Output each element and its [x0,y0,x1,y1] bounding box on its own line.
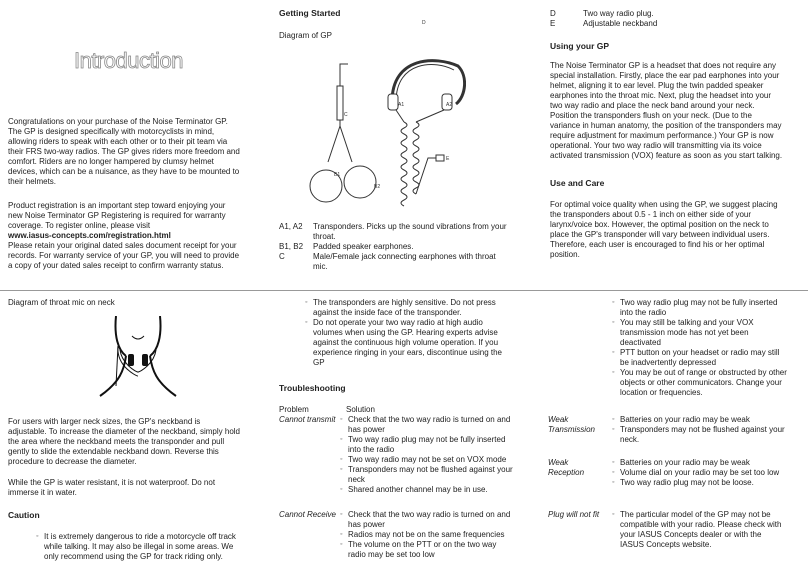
diagram-label-a2: A2 [446,102,453,108]
text-line: earphones into the throat mic. Next, plug the headset into your [550,91,772,100]
neck-diagram [96,316,180,404]
right-top-bullets [612,298,807,398]
caution-title: Caution [8,510,40,520]
text-line: Weak [548,458,569,467]
text-line: Male/Female jack connecting earphones with throat [313,252,496,261]
diagram-label-b1: B1 [334,172,341,178]
text-line: ◦ The volume on the PTT or on the two way [348,540,497,549]
text-line: ◦ Radios may not be on the same frequencies [348,530,505,539]
legend-text-c [313,252,543,272]
text-line: ◦ Check that the two way radio is turned on and [348,415,511,424]
text-line: new Noise Terminator GP Registering is required for warranty [8,211,226,220]
text-line: compatible with your radio. Please check with [620,520,782,529]
caution-bullet [36,532,276,562]
legend-key-d: D [550,9,556,18]
text-line: ◦ Check that the two way radio is turned on and [348,510,511,519]
gp-diagram [296,16,466,216]
sensitivity-bullet [305,298,545,318]
text-line: objects or other communicators. Change your [620,378,782,387]
text-line: location or frequencies. [620,388,703,397]
text-line: the area where the neckband meets the transponder and pull [8,437,225,446]
solution-item [612,368,807,398]
getting-started-title: Getting Started [279,8,341,18]
solution-item [340,485,550,495]
text-line: deactivated [620,338,661,347]
text-line: into the radio [620,308,667,317]
text-line: records. For warranty service of your GP, you will need to provide [8,251,240,260]
problem-cannot-receive: Cannot Receive [279,510,336,519]
text-line: helmet, aligning it to ear level. Plug the twin padded speaker [550,81,764,90]
text-line: adjustable. To increase the diameter of the neckband, simply hold [8,427,240,436]
text-line: activated transmission (VOX) feature as soon as you start talking. [550,151,783,160]
text-line: into the radio [348,445,395,454]
text-line: against the continuous high volume operation. If you [313,338,499,347]
volume-bullet [305,318,545,368]
text-line: your IASUS Concepts dealer or with the [620,530,762,539]
text-line: ◦ Transponders may not be flushed against your [348,465,513,474]
text-line: Reception [548,468,585,477]
text-line: volumes when using the GP. Hearing experts advise [313,328,498,337]
text-line: special installation. Firstly, place the ear pad earphones into your [550,71,780,80]
legend-text-a [313,222,543,242]
text-line: ◦ Two way radio plug may not be loose. [620,478,754,487]
neck-diagram-title: Diagram of throat mic on neck [8,298,115,307]
text-line: ◦ Volume dial on your radio may be set too low [620,468,780,477]
text-line: while talking. It may also be illegal in some areas. We [44,542,234,551]
care-para [550,200,806,260]
text-line: operational. Your two way radio will transmitting via its voice [550,141,762,150]
problem-plug-not-fit: Plug will not fit [548,510,600,519]
text-line: Congratulations on your purchase of the Noise Terminator GP. [8,117,228,126]
text-line: be inadvertently depressed [620,358,717,367]
weak-transmission-solutions [612,415,807,445]
problem-weak-reception [548,458,584,478]
diagram-label-a1: A1 [398,102,405,108]
text-line: radio may be set too low [348,550,435,559]
text-line: variance in human anatomy, the position of the transponders may [550,121,782,130]
text-line: a copy of your dated sales receipt to confirm warranty status. [8,261,224,270]
legend-text-b: Padded speaker earphones. [313,242,414,251]
text-line: their FRS two-way radios. The GP gives riders more freedom and [8,147,240,156]
text-line: ◦ Two way radio plug may not be fully inserted [620,298,778,307]
troubleshooting-title: Troubleshooting [279,383,346,393]
solution-item [340,510,550,530]
text-line: the transponders about 0.5 - 1 inch on either side of your [550,210,752,219]
intro-para2 [8,201,276,271]
text-line: require adjustment for maximum performance.) Your GP is now [550,131,774,140]
solution-item [340,455,550,465]
text-line: transmission mode has not yet been [620,328,749,337]
solution-item [612,415,807,425]
solution-item [340,530,550,540]
care-title: Use and Care [550,178,605,188]
cannot-receive-solutions [340,510,550,560]
caution-bullets [36,532,276,562]
text-line: their helmets. [8,177,57,186]
fold-divider [0,290,808,291]
text-line: Position the transponders flush on your neck. (Due to the [550,111,752,120]
using-title: Using your GP [550,41,610,51]
diagram-label-c: C [344,112,348,118]
registration-link[interactable]: www.iasus-concepts.com/registration.html [8,231,171,240]
intro-para1 [8,117,276,187]
text-line: Product registration is an important step toward enjoying your [8,201,226,210]
text-line: The GP is designed specifically with motorcyclists in mind, [8,127,215,136]
weak-reception-solutions [612,458,807,488]
text-line: Transponders. Picks up the sound vibrations from your [313,222,507,231]
text-line: two way radio and place the neck band around your neck. [550,101,755,110]
text-line: devices, which can be a nuisance, as they have to be mounted to [8,167,240,176]
text-line: For optimal voice quality when using the GP, we suggest placing [550,200,778,209]
text-line: The Noise Terminator GP is a headset that does not require any [550,61,777,70]
solution-item [612,348,807,368]
text-line: neck. [620,435,640,444]
legend-key-b: B1, B2 [279,242,304,251]
legend-key-a: A1, A2 [279,222,303,231]
diagram-label-d: D [422,20,426,26]
intro-title: Introduction [74,48,183,73]
text-line: gently to slide the extendable neckband down. Reverse this [8,447,219,456]
text-line: ◦ PTT button on your headset or radio may still [620,348,780,357]
problem-weak-transmission [548,415,595,435]
solution-item [340,415,550,435]
middle-bullets [305,298,545,368]
text-line: has power [348,520,385,529]
text-line: ◦ Batteries on your radio may be weak [620,458,750,467]
text-line: ◦ Shared another channel may be in use. [348,485,488,494]
legend-text-d: Two way radio plug. [583,9,654,18]
text-line: ◦ The transponders are highly sensitive. Do not press [313,298,496,307]
diagram-label-b2: B2 [374,184,381,190]
cannot-transmit-solutions [340,415,550,495]
text-line: allowing riders to speak with each other or to their pit team via [8,137,228,146]
text-line: throat. [313,232,336,241]
text-line: ◦ You may be out of range or obstructed by other [620,368,787,377]
solution-item [612,478,807,488]
text-line: GP [313,358,325,367]
problem-cannot-transmit: Cannot transmit [279,415,336,424]
text-line: ◦ Two way radio plug may not be fully inserted [348,435,506,444]
solution-item [340,465,550,485]
solution-item [612,318,807,348]
text-line: ◦ It is extremely dangerous to ride a motorcycle off track [44,532,236,541]
text-line: Therefore, each user is encouraged to find his or her optimal [550,240,765,249]
solution-item [612,458,807,468]
text-line: ◦ Do not operate your two way radio at high audio [313,318,483,327]
text-line: procedure to decrease the diameter. [8,457,137,466]
text-line: Weak [548,415,569,424]
neck-para1 [8,417,276,467]
legend-key-c: C [279,252,285,261]
text-line: Please retain your original dated sales document receipt for your [8,241,237,250]
solution-item [612,468,807,478]
text-line: neck [348,475,365,484]
text-line: ◦ Two way radio may not be set on VOX mode [348,455,507,464]
text-line: larynx/voice box. However, the optimal position on the neck to [550,220,769,229]
col-problem-header: Problem [279,405,309,414]
text-line: only recommend using the GP for track riding only. [44,552,223,561]
text-line: immerse it in water. [8,488,77,497]
solution-item [340,435,550,455]
diagram-label-e: E [446,156,450,162]
diagram-title: Diagram of GP [279,31,332,40]
text-line: For users with larger neck sizes, the GP's neckband is [8,417,201,426]
text-line: IASUS Concepts website. [620,540,712,549]
text-line: against the inside face of the transponder. [313,308,462,317]
col-solution-header: Solution [346,405,375,414]
using-para [550,61,806,161]
text-line: While the GP is water resistant, it is not waterproof. Do not [8,478,216,487]
solution-item [612,425,807,445]
text-line: ◦ You may still be talking and your VOX [620,318,754,327]
solution-item [612,510,807,550]
text-line: coverage. To register online, please visit [8,221,151,230]
text-line: position. [550,250,580,259]
text-line: place the GP's transponder will vary between individual users. [550,230,770,239]
text-line: has power [348,425,385,434]
plug-not-fit-solutions [612,510,807,550]
text-line: ◦ Transponders may not be flushed against your [620,425,785,434]
text-line: Transmission [548,425,595,434]
text-line: ◦ The particular model of the GP may not be [620,510,771,519]
text-line: comfort. Riders are no longer hampered by clumsy helmet [8,157,214,166]
text-line: experience ringing in your ears, discontinue using the [313,348,503,357]
solution-item [340,540,550,560]
legend-text-e: Adjustable neckband [583,19,658,28]
neck-para2 [8,478,276,498]
solution-item [612,298,807,318]
text-line: ◦ Batteries on your radio may be weak [620,415,750,424]
legend-key-e: E [550,19,556,28]
text-line: mic. [313,262,328,271]
